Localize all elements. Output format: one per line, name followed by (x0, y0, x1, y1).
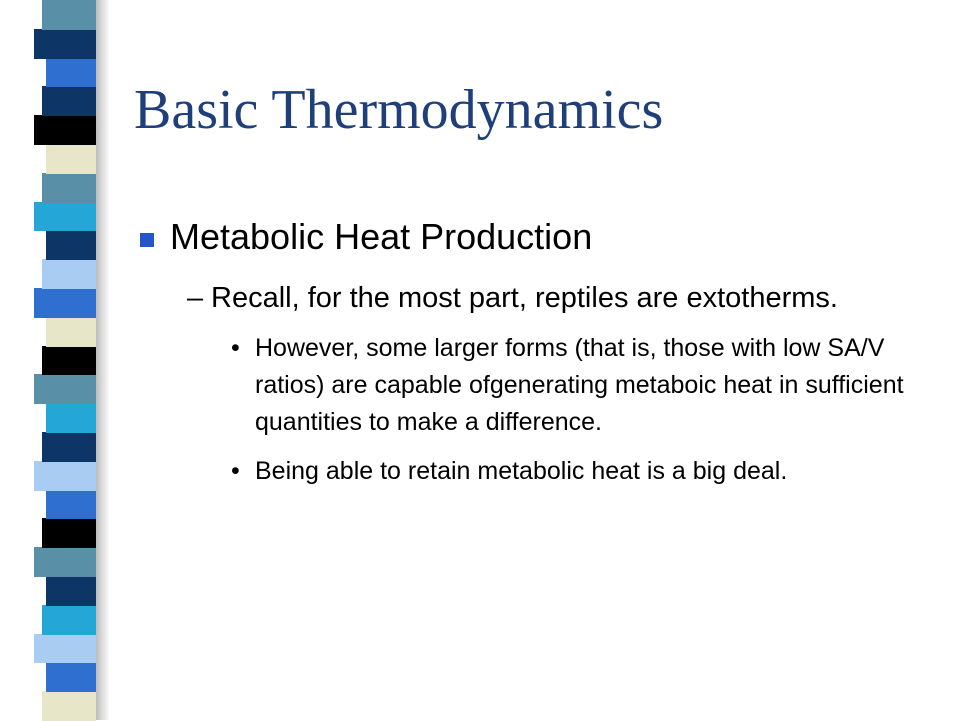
stripe-segment (46, 403, 96, 433)
stripe-segment (42, 259, 96, 289)
stripe-segment (42, 691, 96, 721)
stripe-segment (46, 576, 96, 606)
stripe-segment (34, 202, 96, 232)
slide-title: Basic Thermodynamics (134, 79, 664, 141)
dot-bullet-icon: • (231, 334, 240, 362)
stripe-segment (34, 288, 96, 318)
stripe-segment (46, 662, 96, 692)
stripe-segment (42, 86, 96, 116)
stripe-segment (46, 144, 96, 174)
stripe-segment (34, 374, 96, 404)
slide-body (136, 214, 936, 490)
bullet-level-3 (231, 330, 935, 441)
stripe-segment (34, 634, 96, 664)
stripe-segment (34, 115, 96, 145)
square-bullet-icon (140, 233, 154, 247)
bullet-level-3-text: Being able to retain metabolic heat is a big deal. (255, 457, 788, 485)
bullet-level-1-text: Metabolic Heat Production (170, 216, 593, 257)
stripe-segment (46, 230, 96, 260)
bullet-level-2-text: Recall, for the most part, reptiles are extotherms. (211, 282, 838, 314)
stripe-segment (46, 490, 96, 520)
stripe-segment (34, 461, 96, 491)
stripe-segment (42, 0, 96, 30)
dot-bullet-icon: • (231, 457, 240, 485)
stripe-segment (42, 173, 96, 203)
bullet-level-1 (136, 214, 936, 260)
bullet-level-2 (189, 278, 861, 318)
stripe-segment (34, 547, 96, 577)
stripe-bar-shadow (96, 0, 110, 720)
dash-bullet-icon: – (187, 282, 204, 314)
stripe-segment (42, 346, 96, 376)
bullet-level-3 (231, 453, 935, 490)
stripe-segment (42, 605, 96, 635)
stripe-segment (46, 58, 96, 88)
stripe-segment (34, 29, 96, 59)
decorative-stripe-bar (0, 0, 110, 720)
stripe-segment (42, 432, 96, 462)
bullet-level-3-text: However, some larger forms (that is, those with low SA/V ratios) are capable ofgenerating metaboic heat in sufficient quantities to make a difference. (255, 334, 904, 436)
stripe-segment (42, 518, 96, 548)
stripe-segment (46, 317, 96, 347)
